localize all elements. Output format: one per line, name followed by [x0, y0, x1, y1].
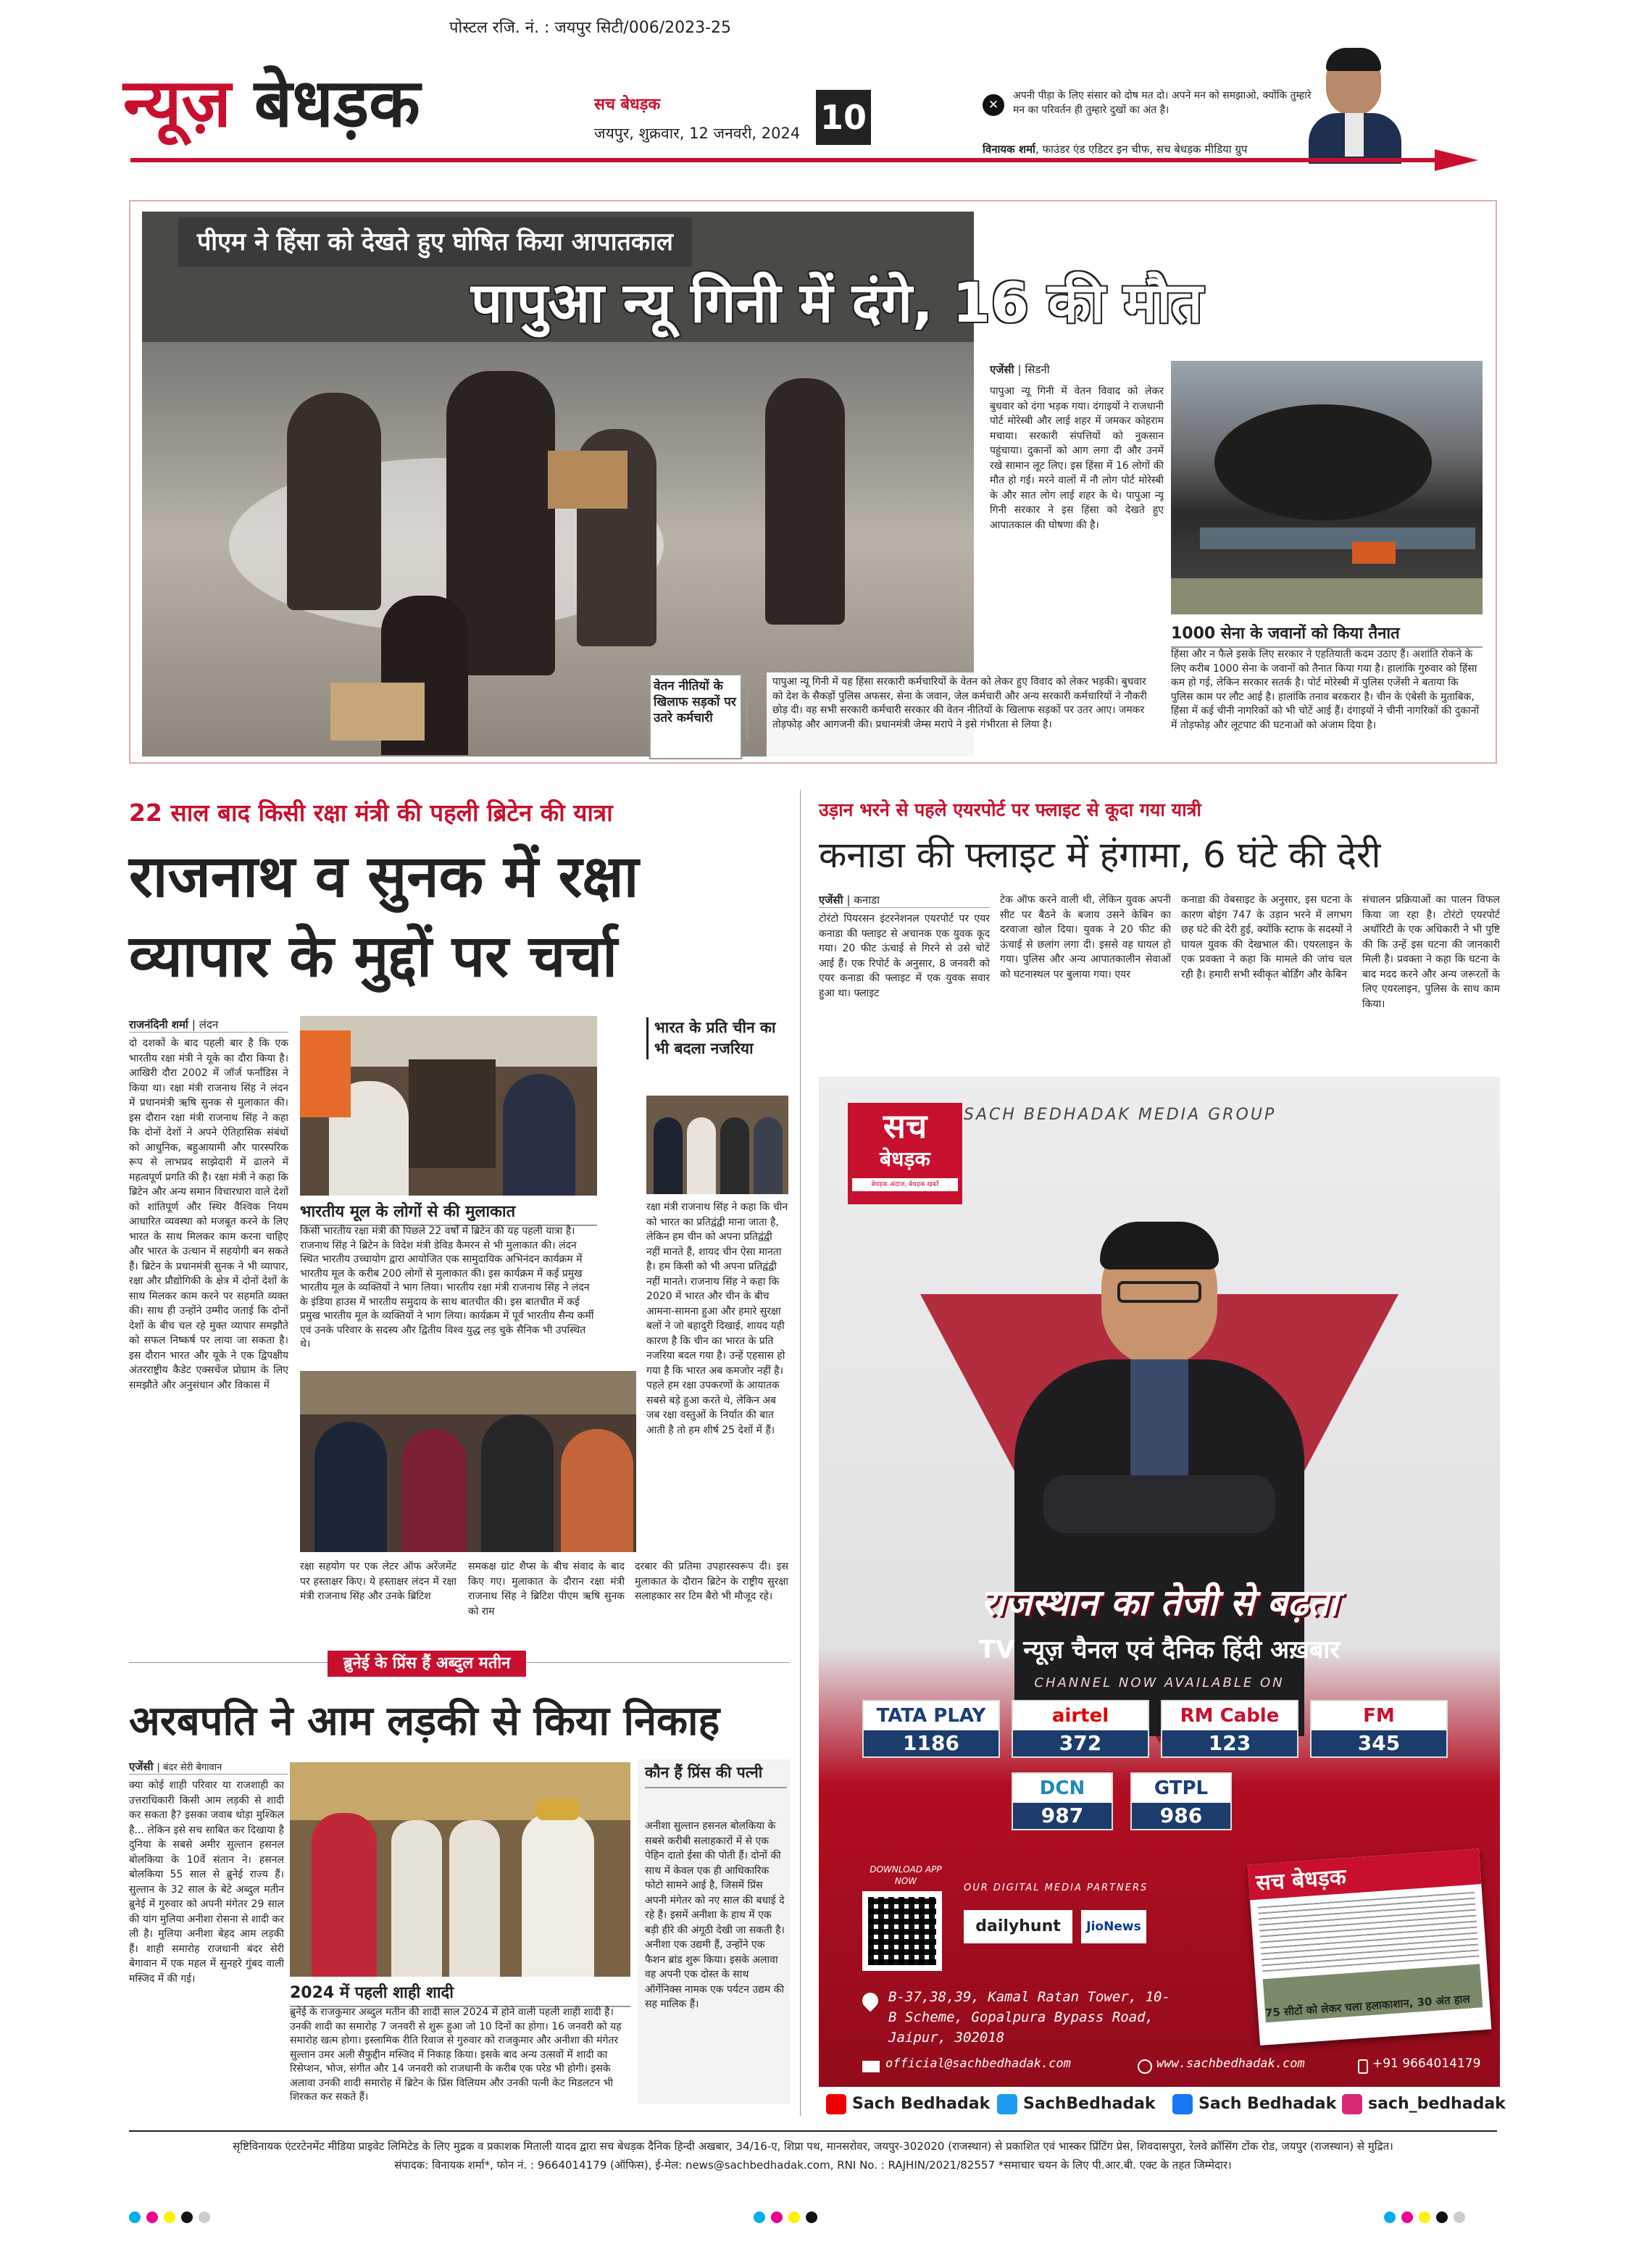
- rajnath-sub1-text: किसी भारतीय रक्षा मंत्री की पिछले 22 वर्षों में ब्रिटेन की यह पहली यात्रा है। राजनाथ सिंह ने ब्रिटेन के विदेश मंत्री डेविड कैमरन से भी मुलाकात की। लंदन स्थित भारतीय उच्चायोग द्वारा आयोजित एक सामुदायिक अभिनंदन कार्यक्रम में भारतीय मूल के करीब 200 लोगों से मुलाकात की। इस कार्यक्रम में कई प्रमुख भारतीय मूल के व्यक्तियों ने भाग लिया। भारतीय रक्षा मंत्री राजनाथ सिंह ने लंदन के इंडिया हाउस में भारतीय समुदाय के साथ बातचीत की। इस बातचीत में कई प्रमुख भारतीय मूल के व्यक्तियों ने भाग लिया। कार्यक्रम में पूर्व भारतीय सैन्य कर्मी एवं उनके परिवार के सदस्य और द्वितीय विश्व युद्ध लड़ चुके सैनिक भी उपस्थित थे।: [300, 1225, 594, 1350]
- web-icon: [1138, 2059, 1152, 2074]
- byline-place: | सिडनी: [1017, 363, 1050, 376]
- rajnath-col1: दो दशकों के बाद पहली बार है कि एक भारतीय रक्षा मंत्री ने यूके का दौरा किया है। आखिरी दौरा 2002 में जॉर्ज फर्नांडिस ने किया था। रक्षा मंत्री राजनाथ सिंह ने लंदन में प्रधानमंत्री ऋषि सुनक से मुलाकात की। इस दौरान रक्षा मंत्री राजनाथ सिंह ने कहा कि दोनों देशों ने अपने ऐतिहासिक संबंधों को आधुनिक, बहुआयामी और पारस्परिक रूप से लाभप्रद साझेदारी में ढालने में महत्वपूर्ण प्रगति की है। रक्षा मंत्री ने कहा कि ब्रिटेन और अन्य समान विचारधारा वाले देशों को शांतिपूर्ण और स्थिर वैश्विक नियम आधारित व्यवस्था को मजबूत करने के लिए भारत के साथ मिलकर काम करना चाहिए और भारत के उत्थान में सहयोगी बन सकते हैं। ब्रिटेन के प्रधानमंत्री सुनक ने भी व्यापार, रक्षा और प्रौद्योगिकी के क्षेत्र में दोनों देशों के साथ मिलकर काम करने पर सहमति व्यक्त की। साथ ही उन्होंने उम्मीद जताई कि दोनों देशों के बीच चल रहे मुक्त व्यापार समझौते को सफल निष्कर्ष पर लाया जा सकता है। इस दौरान भारत और यूके ने एक द्विपक्षीय अंतरराष्ट्रीय कैडेट एक्सचेंज प्रोग्राम के लिए समझौते और अनुसंधान और विकास में: [129, 1038, 288, 1391]
- instagram-icon: [1342, 2094, 1362, 2114]
- x-icon: ✕: [983, 94, 1004, 116]
- brunei-byline: [129, 1759, 288, 1775]
- footer-imprint: सृष्टिविनायक एंटरटेनमेंट मीडिया प्राइवेट लिमिटेड के लिए मुद्रक व प्रकाशक मिताली यादव द्वारा सच बेधड़क दैनिक हिन्दी अखबार, 34/16-ए, शिप्रा पथ, मानसरोवर, जयपुर-302020 (राजस्थान) से प्रकाशित एवं भास्कर प्रिंटिंग प्रेस, शिवदासपुरा, रेलवे क्रॉसिंग टोंक रोड, जयपुर (राजस्थान) से मुद्रित।: [233, 2140, 1393, 2153]
- canada-col2: टेक ऑफ करने वाली थी, लेकिन युवक अपनी सीट पर बैठने के बजाय उसने केबिन का दरवाजा खोल दिया। युवक ने 20 फीट की ऊंचाई से छलांग लगा दी। इससे वह घायल हो गया। पुलिस और अन्य आपातकालीन सेवाओं को घटनास्थल पर बुलाया गया। एयर: [1000, 894, 1171, 980]
- rajnath-byline: [129, 1017, 288, 1033]
- wife-box-title: कौन हैं प्रिंस की पत्नी: [645, 1762, 787, 1788]
- channel-number: 1186: [864, 1730, 998, 1756]
- quote-author: [983, 142, 1247, 157]
- rajnath-sub1: भारतीय मूल के लोगों से की मुलाकात: [300, 1200, 597, 1226]
- channel-name: TATA PLAY: [876, 1705, 986, 1727]
- youtube-icon: [826, 2094, 846, 2114]
- rajnath-headline-2: व्यापार के मुद्दों पर चर्चा: [129, 922, 617, 990]
- masthead-tag: सच बेधड़क: [594, 96, 661, 114]
- top-headline: पापुआ न्यू गिनी में दंगे, 16 की मौत: [471, 270, 1203, 335]
- canada-col4: संचालन प्रक्रियाओं का पालन विफल किया जा रहा है। टोरंटो एयरपोर्ट अथॉरिटी के एक अधिकारी ने भी पुष्टि की कि उन्हें इस घटना की जानकारी मिली है। प्रवक्ता ने कहा कि घटना के बाद मदद करने और अन्य जरूरतों के लिए एयरलाइन, पुलिस के साथ काम किया।: [1362, 894, 1500, 1010]
- partner-dailyhunt: dailyhunt: [964, 1910, 1072, 1943]
- social-youtube[interactable]: [826, 2090, 990, 2119]
- channel-name: FM: [1363, 1705, 1395, 1727]
- canada-kicker: उड़ान भरने से पहले एयरपोर्ट पर फ्लाइट से कूदा गया यात्री: [819, 799, 1201, 820]
- social-twitter[interactable]: [997, 2090, 1156, 2119]
- china-box-title: भारत के प्रति चीन का भी बदला नजरिया: [646, 1017, 784, 1059]
- brunei-sub1: 2024 में पहली शाही शादी: [290, 1981, 630, 2007]
- top-byline: [990, 362, 1050, 377]
- channel-airtel: [1012, 1700, 1149, 1758]
- delegation-photo: [646, 1096, 788, 1194]
- masthead-red-rule: [130, 158, 1435, 162]
- qr-code-icon: [862, 1891, 942, 1971]
- author-photo: [1304, 41, 1406, 164]
- ad-tagline-2: TV न्यूज़ चैनल एवं दैनिक हिंदी अख़बार: [978, 1635, 1341, 1664]
- fire-photo: [1171, 361, 1483, 614]
- brunei-sub1-text: ब्रुनेई के राजकुमार अब्दुल मतीन की शादी साल 2024 में होने वाली पहली शाही शादी है। उनकी शादी का समारोह 7 जनवरी से शुरू हुआ जो 10 दिनों का होगा। 16 जनवरी को यह समारोह खत्म होगा। इस्लामिक रीति रिवाज से गुरुवार को राजकुमार और अनीशा की मंगेतर सुल्तान उमर अली सैफुद्दीन मस्जिद में निकाह किया। इसके बाद अन्य उत्सवों में शादी का रिसेप्शन, भोज, संगीत और 14 जनवरी को राजधानी के करीब एक परेड भी होगी। इसके अलावा उनकी शादी समारोह में ब्रिटेन के प्रिंस विलियम और उनकी पत्नी केट मिडलटन भी शिरकत कर सकते हैं।: [290, 2006, 622, 2103]
- ad-logo-line2: बेधड़क: [880, 1147, 930, 1171]
- byline-agency: एजेंसी: [129, 1760, 154, 1773]
- masthead-date: जयपुर, शुक्रवार, 12 जनवरी, 2024: [594, 125, 801, 142]
- brunei-col1: क्या कोई शाही परिवार या राजशाही का उत्तराधिकारी किसी आम लड़की से शादी कर सकता है? इसका जवाब थोड़ा मुश्किल है... लेकिन इसे सच साबित कर दिखाया है दुनिया के सबसे अमीर सुल्तान हसनल बोलकिया के 10वें संतान ने। हसनल बोलकिया 55 साल से ब्रुनेई राज्य हैं। सुल्तान के 32 साल के बेटे अब्दुल मतीन ब्रुनेई में गुरुवार को अपनी मंगेतर 29 साल की यांग मुलिया अनीशा रोसना से शादी कर ली है। मुलिया अनीशा बेहद आम लड़की हैं। शाही समारोह राजधानी बंदर सेरी बेगावान में एक महल में सुनहरे गुंबद वाली मस्जिद में की गई।: [129, 1780, 284, 1985]
- top-kicker: पीएम ने हिंसा को देखते हुए घोषित किया आपातकाल: [178, 217, 692, 267]
- logo-bedhadak: बेधड़क: [254, 64, 420, 142]
- instagram-handle: sach_bedhadak: [1368, 2095, 1506, 2113]
- ad-logo-sub: बेधड़क अंदाज़, बेधड़क खबरें: [852, 1178, 958, 1191]
- side-box-title: वेतन नीतियों के खिलाफ सड़कों पर उतरे कर्मचारी: [649, 674, 742, 759]
- location-icon: [859, 1989, 881, 2011]
- canada-byline: [819, 893, 990, 908]
- brunei-headline: अरबपति ने आम लड़की से किया निकाह: [129, 1698, 720, 1745]
- channel-number: 345: [1312, 1730, 1446, 1756]
- channel-tata-play: [862, 1700, 1000, 1758]
- rajnath-bottom1: रक्षा सहयोग पर एक लेटर ऑफ अरेंजमेंट पर हस्ताक्षर किए। ये हस्ताक्षर लंदन में रक्षा मंत्री राजनाथ सिंह और उनके ब्रिटिश: [300, 1561, 456, 1602]
- china-box-text: रक्षा मंत्री राजनाथ सिंह ने कहा कि चीन को भारत का प्रतिद्वंद्वी माना जाता है, लेकिन हम चीन को अपना प्रतिद्वंद्वी नहीं मानते हैं, शायद चीन ऐसा मानता है। हम किसी को भी अपना प्रतिद्वंद्वी नहीं मानते। राजनाथ सिंह ने कहा कि 2020 में भारत और चीन के बीच आमना-सामना हुआ और हमारे सुरक्षा बलों ने जो बहादुरी दिखाई, शायद यही कारण है कि चीन का भारत के प्रति नजरिया बदल गया है। उन्हें एहसास हो गया है कि भारत अब कमजोर नहीं है। पहले हम रक्षा उपकरणों के आयातक सबसे बड़े हुआ करते थे, लेकिन अब जब रक्षा वस्तुओं के निर्यात की बात आती है तो हम शीर्ष 25 देशों में हैं।: [646, 1201, 788, 1436]
- rajnath-headline-1: राजनाथ व सुनक में रक्षा: [129, 843, 639, 910]
- ad-tagline-1: राजस्थान का तेजी से बढ़ता: [980, 1582, 1338, 1624]
- partner-jionews: JioNews: [1081, 1910, 1146, 1943]
- color-register-right: [1384, 2211, 1471, 2226]
- social-facebook[interactable]: [1172, 2090, 1336, 2119]
- author-name: विनायक शर्मा: [983, 143, 1035, 156]
- newspaper-mockup: [1248, 1848, 1492, 2046]
- channel-name: DCN: [1039, 1777, 1085, 1799]
- rajnath-sunak-photo: [300, 1016, 597, 1196]
- subhead-troops: 1000 सेना के जवानों को किया तैनात: [1171, 622, 1483, 648]
- ad-email: official@sachbedhadak.com: [885, 2056, 1071, 2071]
- facebook-icon: [1172, 2094, 1193, 2114]
- social-instagram[interactable]: [1342, 2090, 1506, 2119]
- page-number: 10: [816, 90, 871, 145]
- channel-name: RM Cable: [1180, 1705, 1280, 1727]
- channel-number: 986: [1132, 1803, 1230, 1829]
- byline-agency: राजनंदिनी शर्मा: [129, 1018, 188, 1031]
- quote-text: अपनी पीड़ा के लिए संसार को दोष मत दो। अपने मन को समझाओ, क्योंकि तुम्हारे मन का परिवर्तन ही तुम्हारे दुखों का अंत है।: [1013, 90, 1312, 116]
- top-story-body: पापुआ न्यू गिनी में वेतन विवाद को लेकर बुधवार को दंगा भड़क गया। दंगाइयों ने राजधानी पोर्ट मोरेस्बी और लाई शहर में जमकर कोहराम मचाया। सरकारी संपत्तियों को नुकसान पहुंचाया। दुकानों को आग लगा दी और उनमें रखे सामान लूट लिए। इस हिंसा में 16 लोगों की मौत हो गई। मरने वालों में नौ लोग पोर्ट मोरेस्बी के और सात लोग लाई शहर के थे। पापुआ न्यू गिनी सरकार ने इस हिंसा को देखते हुए आपातकाल की घोषणा की है।: [990, 385, 1164, 531]
- byline-agency: एजेंसी: [819, 893, 843, 906]
- byline-place: | लंदन: [191, 1018, 219, 1031]
- footer-rule: [129, 2130, 1497, 2132]
- color-register-left: [129, 2211, 216, 2226]
- channel-name: GTPL: [1154, 1777, 1209, 1799]
- youtube-handle: Sach Bedhadak: [852, 2095, 991, 2113]
- twitter-icon: [997, 2094, 1017, 2114]
- masthead-logo: [123, 64, 420, 143]
- phone-icon: [1358, 2059, 1368, 2074]
- channel-number: 372: [1013, 1730, 1148, 1756]
- color-register-center: [754, 2211, 823, 2226]
- byline-place: | कनाडा: [846, 893, 880, 906]
- channel-fm: [1310, 1700, 1448, 1758]
- ad-group-name: SACH BEDHADAK MEDIA GROUP: [964, 1106, 1277, 1124]
- byline-place: | बंदर सेरी बेगावान: [157, 1762, 222, 1773]
- canada-col1: टोरंटो पियरसन इंटरनेशनल एयरपोर्ट पर एयर कनाडा की फ्लाइट से अचानक एक युवक कूद गया। 20 फीट ऊंचाई से गिरने से उसे चोटें आई हैं। एक रिपोर्ट के अनुसार, 8 जनवरी को एयर कनाडा की फ्लाइट में एक युवक सवार हुआ था। फ्लाइट: [819, 913, 990, 999]
- channel-dcn: [1012, 1772, 1113, 1830]
- rajnath-kicker: 22 साल बाद किसी रक्षा मंत्री की पहली ब्रिटेन की यात्रा: [129, 799, 613, 827]
- channel-number: 987: [1013, 1803, 1112, 1829]
- channel-gtpl: [1130, 1772, 1232, 1830]
- pen-nib-icon: [1435, 149, 1478, 171]
- ad-logo-line1: सच: [883, 1106, 927, 1146]
- author-title: , फाउंडर एंड एडिटर इन चीफ, सच बेधड़क मीडिया ग्रुप: [1035, 143, 1248, 156]
- partners-heading: OUR DIGITAL MEDIA PARTNERS: [964, 1883, 1148, 1893]
- paper-headline: 75 सीटों को लेकर चला हलाकाशान, 30 अंत हाल: [1264, 1992, 1471, 2020]
- channel-name: airtel: [1051, 1705, 1109, 1727]
- rajnath-bottom3: दरबार की प्रतिमा उपहारस्वरूप दी। इस मुलाकात के दौरान ब्रिटेन के राष्ट्रीय सुरक्षा सलाहकार सर टिम बैरो भी मौजूद रहे।: [635, 1561, 788, 1602]
- column-rule: [800, 790, 801, 2116]
- brunei-kicker: ब्रुनेई के प्रिंस हैं अब्दुल मतीन: [328, 1651, 526, 1677]
- ad-website: www.sachbedhadak.com: [1156, 2056, 1305, 2071]
- community-photo: [300, 1371, 636, 1552]
- channel-number: 123: [1162, 1730, 1297, 1756]
- channel-rm-cable: [1161, 1700, 1298, 1758]
- ad-logo: [848, 1103, 962, 1204]
- canada-col3: कनाडा की वेबसाइट के अनुसार, इस घटना के कारण बोइंग 747 के उड़ान भरने में लगभग छह घंटे की देरी हुई, क्योंकि स्टाफ के सदस्यों ने घायल युवक की देखभाल की। एयरलाइन के एक प्रवक्ता ने कहा कि मामले की जांच चल रही है। हमारी सभी स्वीकृत बोर्डिंग और केबिन: [1181, 894, 1352, 980]
- troops-text: हिंसा और न फैले इसके लिए सरकार ने एहतियाती कदम उठाए हैं। अशांति रोकने के लिए करीब 1000 सेना के जवानों को तैनात किया गया है। हालांकि गुरुवार को हिंसा कम हो गई, लेकिन सरकार सतर्क है। पोर्ट मोरेस्बी में पुलिस एजेंसी ने बताया कि पुलिस काम पर लौट आई है। हालांकि तनाव बरकरार है। चीन के एंबेसी के मुताबिक, हिंसा में कई चीनी नागरिकों को भी चोटें आई हैं। दंगाइयों ने चीनी नागरिकों की दुकानों में तोड़फोड़ और लूटपाट की घटनाओं को अंजाम दिया है।: [1171, 649, 1479, 731]
- footer-editor: संपादक: विनायक शर्मा*, फोन नं. : 9664014179 (ऑफिस), ई-मेल: news@sachbedhadak.com, RNI No. : RAJHIN/2021/82557 *समाचार चयन के लिए पी.आर.बी. एक्ट के तहत जिम्मेदार।: [394, 2159, 1232, 2172]
- twitter-handle: SachBedhadak: [1023, 2095, 1156, 2113]
- rajnath-bottom2: समकक्ष ग्रांट शैप्स के बीच संवाद के बाद किए गए। मुलाकात के दौरान रक्षा मंत्री राजनाथ सिंह ने ब्रिटिश पीएम ऋषि सुनक को राम: [468, 1561, 625, 1617]
- byline-agency: एजेंसी: [990, 363, 1014, 376]
- ad-phone: +91 9664014179: [1372, 2056, 1481, 2071]
- mail-icon: [862, 2061, 880, 2072]
- channel-heading: CHANNEL NOW AVAILABLE ON: [1034, 1675, 1285, 1690]
- postal-registration: पोस्टल रजि. नं. : जयपुर सिटी/006/2023-25: [449, 19, 732, 37]
- royal-wedding-photo: [290, 1762, 630, 1977]
- download-label: DOWNLOAD APP NOW: [870, 1864, 942, 1886]
- paper-logo: सच बेधड़क: [1248, 1848, 1482, 1900]
- side-box-text: पापुआ न्यू गिनी में यह हिंसा सरकारी कर्मचारियों के वेतन को लेकर हुए विवाद को लेकर भड़की। बुधवार को देश के सैकड़ों पुलिस अफसर, सेना के जवान, जेल कर्मचारी और अन्य सरकारी कर्मचारियों ने नौकरी छोड़ दी। वह सभी सरकारी कर्मचारी सरकार की वेतन नीतियों के खिलाफ सड़कों पर उतर आए। जमकर तोड़फोड़ और आगजनी की। प्रधानमंत्री जेम्स मरापे ने इसे गंभीरता से लिया है।: [767, 672, 1158, 758]
- wife-box-text: अनीशा सुल्तान हसनल बोलकिया के सबसे करीबी सलाहकारों में से एक पेहिन दातो ईसा की पोती हैं। दोनों की साथ में केवल एक ही आधिकारिक फोटो सामने आई है, जिसमें प्रिंस अपनी मंगेतर को नए साल की बधाई दे रहे हैं। इसमें अनीशा के हाथ में एक बड़ी हीरे की अंगूठी देखी जा सकती है। अनीशा एक उद्यमी हैं, उन्होंने एक फैशन ब्रांड शुरू किया। इसके अलावा वह अपनी एक दोस्त के साथ ऑर्गेनिक्स नामक एक पर्यटन उद्यम की सह मालिक हैं।: [645, 1820, 785, 2010]
- quote-bracket: [746, 681, 768, 739]
- logo-news: न्यूज़: [123, 64, 231, 142]
- media-ad: [819, 1077, 1500, 2116]
- canada-headline: कनाडा की फ्लाइट में हंगामा, 6 घंटे की देरी: [819, 834, 1381, 876]
- ad-address: B-37,38,39, Kamal Ratan Tower, 10-B Scheme, Gopalpura Bypass Road, Jaipur, 302018: [888, 1989, 1170, 2046]
- facebook-handle: Sach Bedhadak: [1198, 2095, 1337, 2113]
